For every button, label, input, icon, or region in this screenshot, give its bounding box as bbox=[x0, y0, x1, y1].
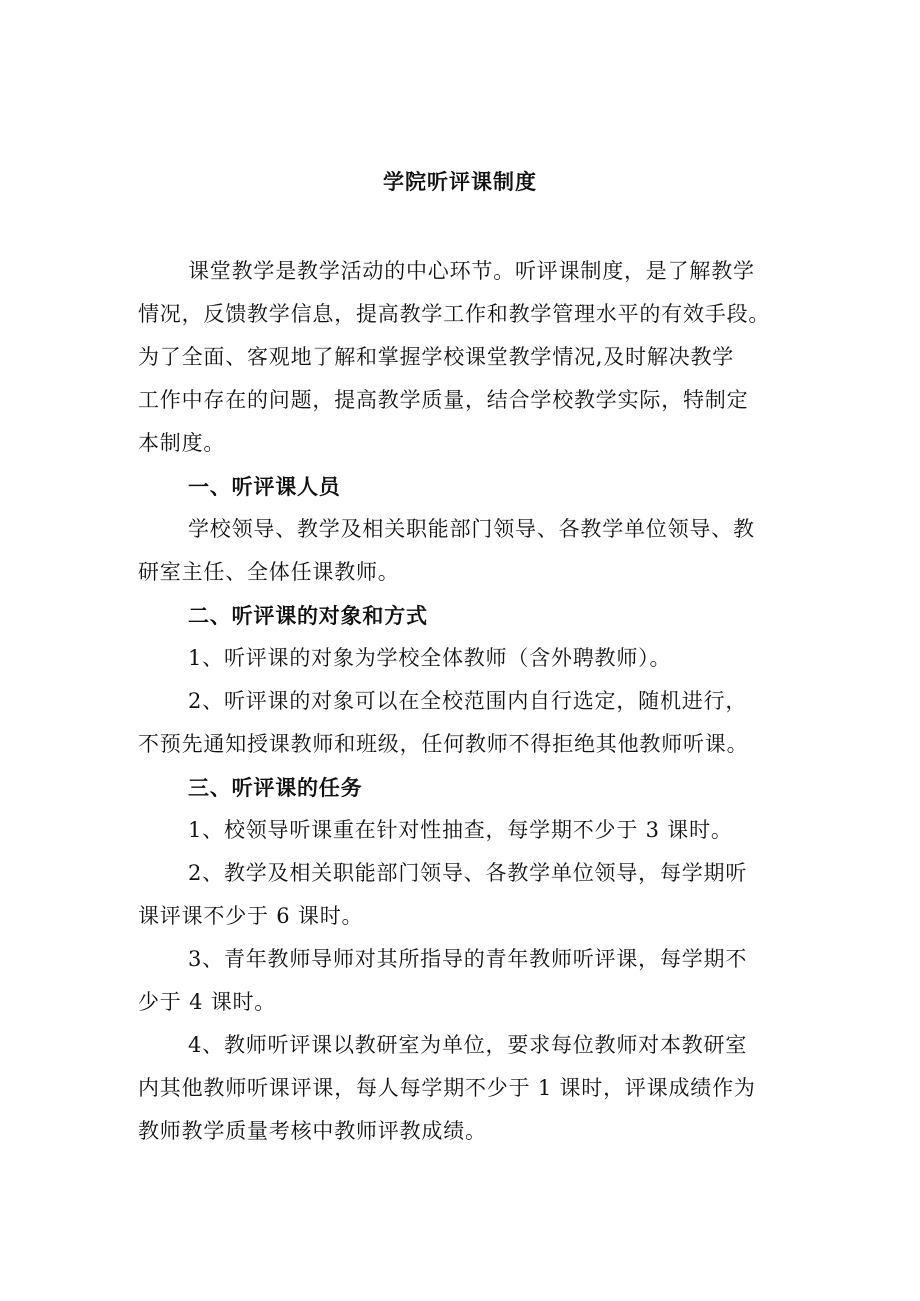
list-item-line: 教师教学质量考核中教师评教成绩。 bbox=[138, 1119, 487, 1143]
list-item-line: 4、教师听评课以教研室为单位，要求每位教师对本教研室 bbox=[188, 1033, 748, 1057]
paragraph-line: 情况，反馈教学信息，提高教学工作和教学管理水平的有效手段。 bbox=[138, 302, 771, 326]
document-title: 学院听评课制度 bbox=[383, 169, 537, 194]
list-item-line: 少于 4 课时。 bbox=[138, 990, 277, 1014]
paragraph-line: 课堂教学是教学活动的中心环节。听评课制度，是了解教学 bbox=[188, 259, 755, 283]
paragraph-line: 为了全面、客观地了解和掌握学校课堂教学情况,及时解决教学 bbox=[138, 345, 735, 369]
document-body bbox=[138, 250, 788, 1153]
list-item-line: 2、听评课的对象可以在全校范围内自行选定，随机进行， bbox=[188, 689, 748, 713]
list-item-line: 1、校领导听课重在针对性抽查，每学期不少于 3 课时。 bbox=[188, 818, 733, 842]
paragraph-line: 本制度。 bbox=[138, 431, 226, 455]
section-heading: 一、听评课人员 bbox=[188, 474, 341, 499]
list-item-line: 内其他教师听课评课，每人每学期不少于 1 课时，评课成绩作为 bbox=[138, 1076, 756, 1100]
list-item-line: 2、教学及相关职能部门领导、各教学单位领导，每学期听 bbox=[188, 861, 748, 885]
list-item-line: 1、听评课的对象为学校全体教师（含外聘教师）。 bbox=[188, 646, 672, 670]
list-item-line: 3、青年教师导师对其所指导的青年教师听评课，每学期不 bbox=[188, 947, 748, 971]
list-item-line: 不预先通知授课教师和班级，任何教师不得拒绝其他教师听课。 bbox=[138, 732, 749, 756]
paragraph-line: 工作中存在的问题，提高教学质量，结合学校教学实际，特制定 bbox=[138, 388, 749, 412]
section-heading: 三、听评课的任务 bbox=[188, 775, 363, 800]
paragraph-line: 研室主任、全体任课教师。 bbox=[138, 560, 400, 584]
paragraph-line: 学校领导、教学及相关职能部门领导、各教学单位领导、教 bbox=[188, 517, 755, 541]
section-heading: 二、听评课的对象和方式 bbox=[188, 603, 428, 628]
list-item-line: 课评课不少于 6 课时。 bbox=[138, 904, 364, 928]
